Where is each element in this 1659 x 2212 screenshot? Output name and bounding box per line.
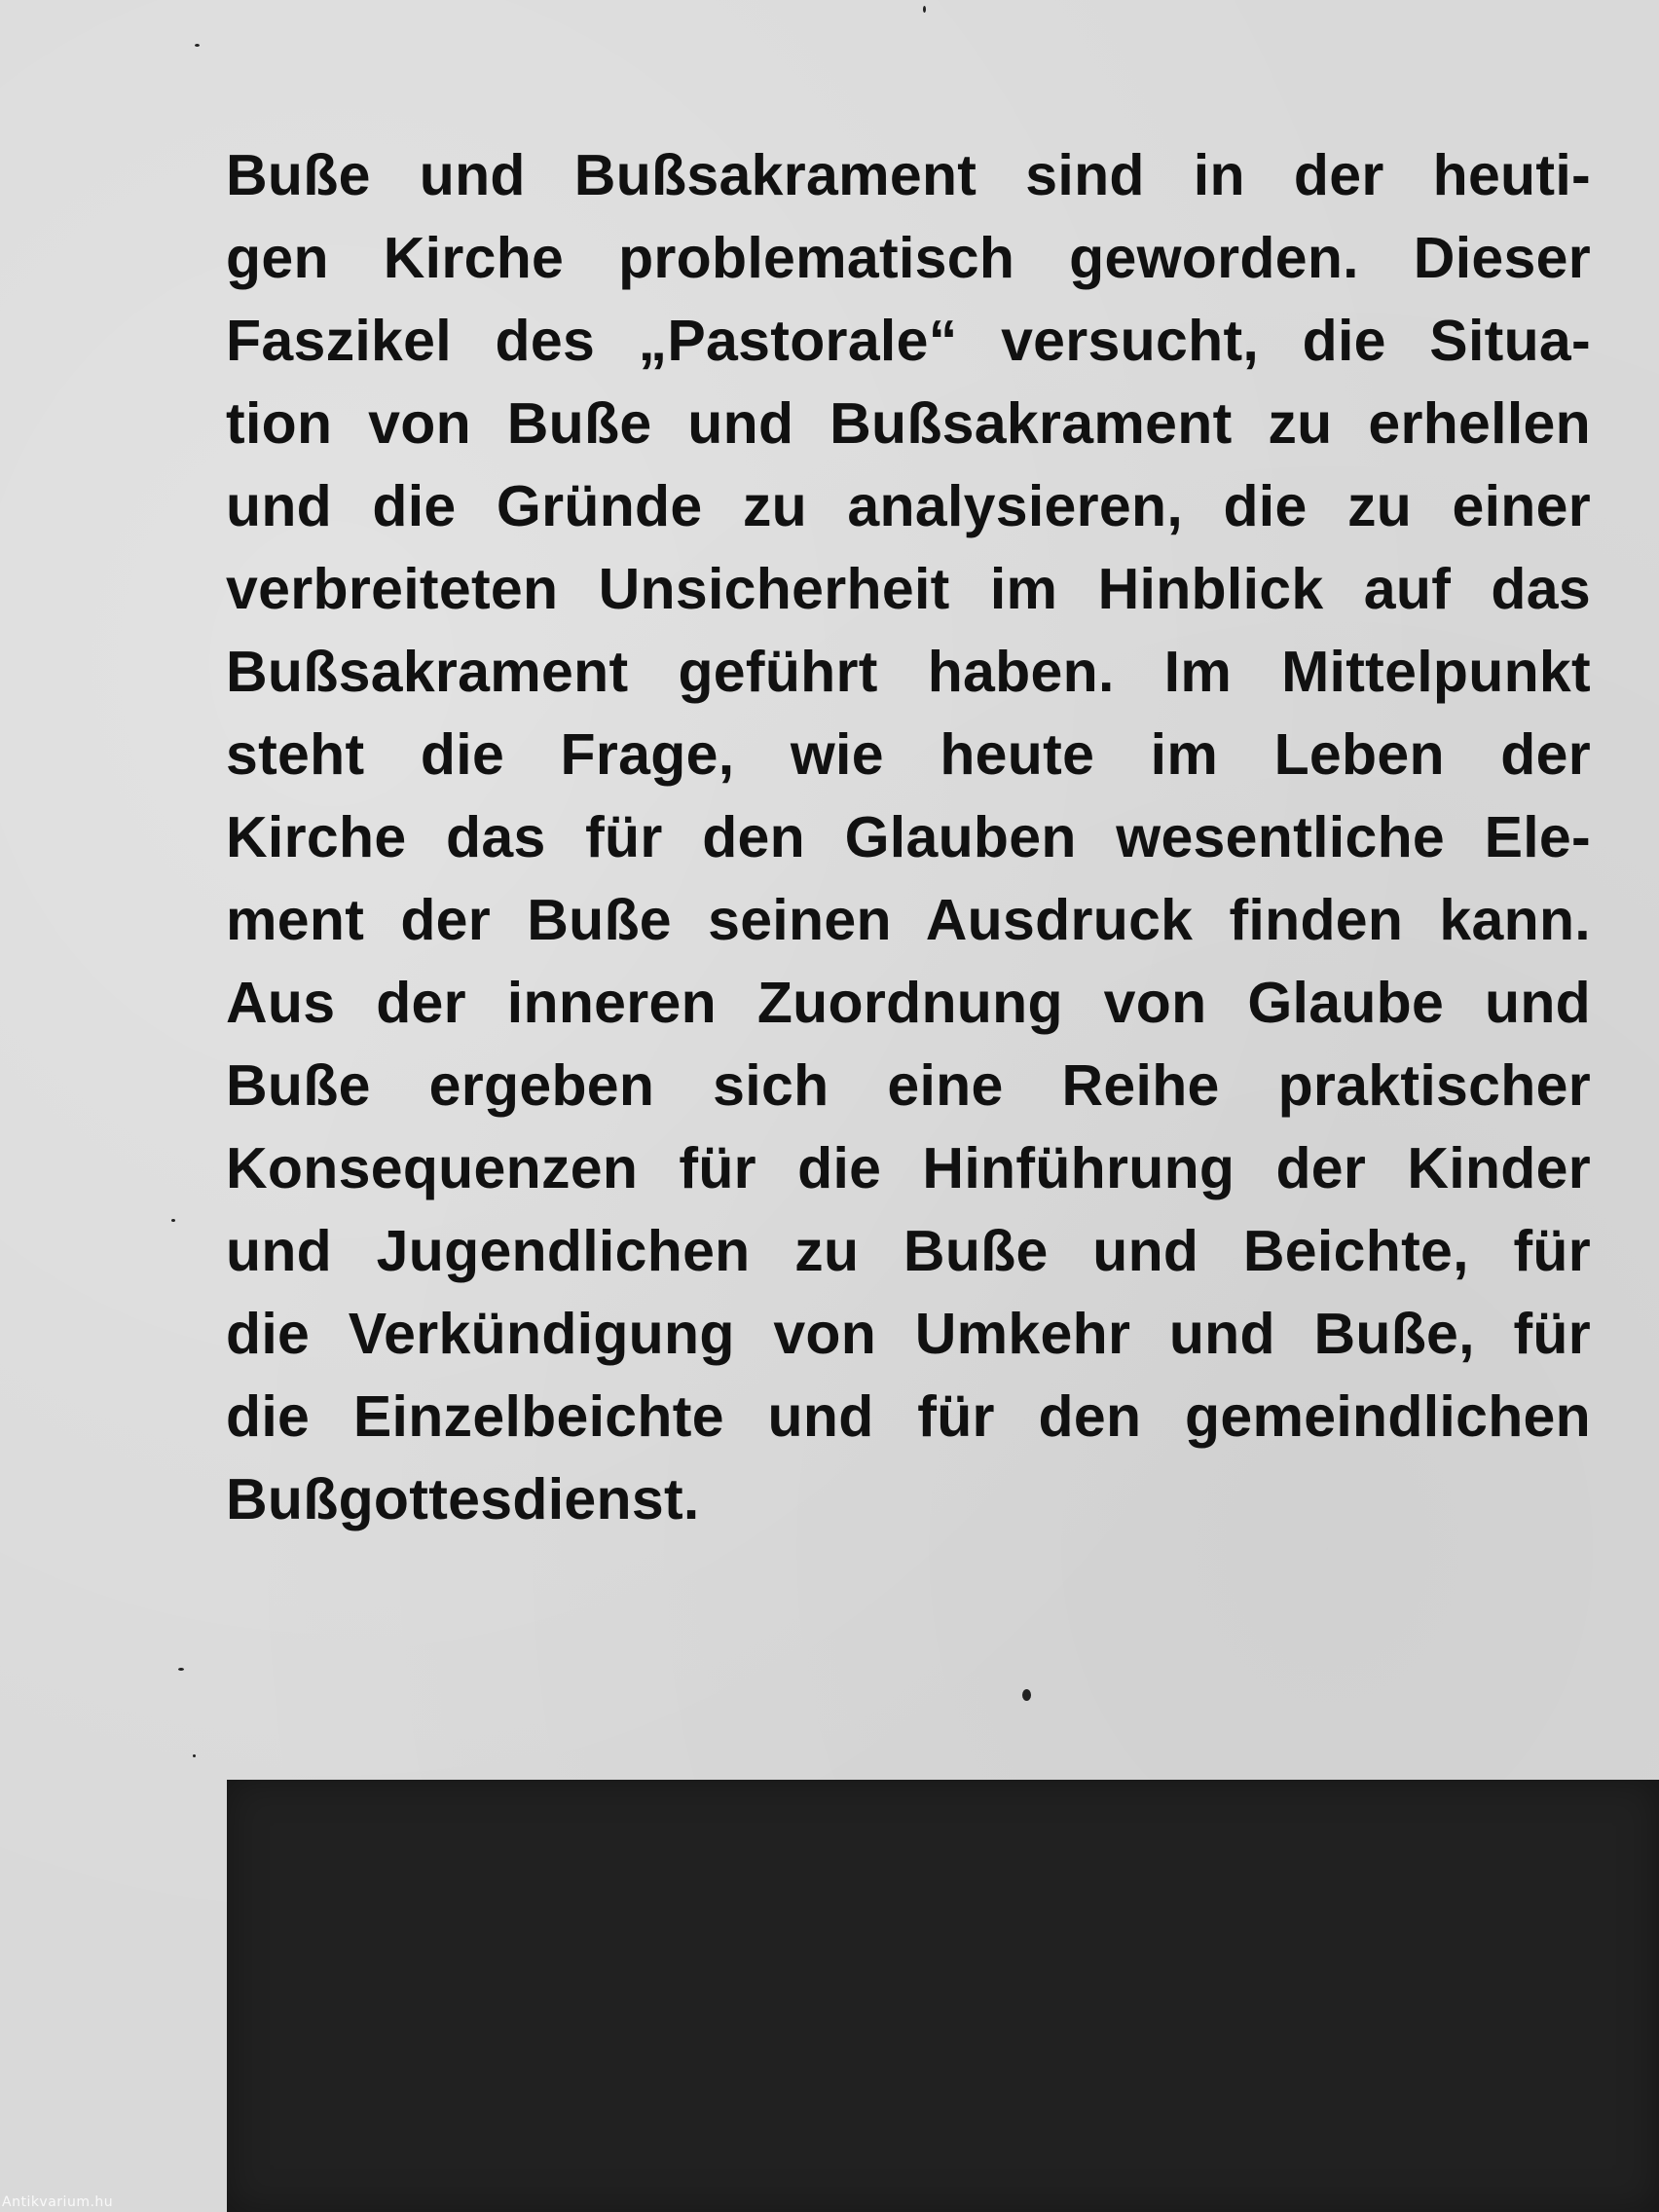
print-speck: [923, 6, 926, 13]
print-speck: [193, 1754, 196, 1757]
blurb-line: Aus der inneren Zuordnung von Glaube und: [226, 971, 1591, 1035]
blurb-line: gen Kirche problematisch geworden. Dieser: [226, 226, 1591, 290]
print-speck: [1022, 1689, 1031, 1701]
blurb-line: verbreiteten Unsicherheit im Hinblick auf das: [226, 557, 1591, 621]
blurb-line: Buße und Bußsakrament sind in der heuti-: [226, 143, 1591, 207]
blurb-line: Buße ergeben sich eine Reihe praktischer: [226, 1053, 1591, 1118]
print-speck: [171, 1219, 175, 1222]
blurb-line: ment der Buße seinen Ausdruck finden kann.: [226, 888, 1591, 952]
blurb-line: steht die Frage, wie heute im Leben der: [226, 722, 1591, 787]
blurb-line: und Jugendlichen zu Buße und Beichte, für: [226, 1219, 1591, 1283]
blurb-line: Bußgottesdienst.: [226, 1467, 700, 1531]
blurb-line: Kirche das für den Glauben wesentliche Ele-: [226, 805, 1591, 869]
blurb-line: und die Gründe zu analysieren, die zu einer: [226, 474, 1591, 538]
blurb-line: die Verkündigung von Umkehr und Buße, für: [226, 1302, 1591, 1366]
blurb-text: [226, 134, 1591, 1541]
blurb-line: Bußsakrament geführt haben. Im Mittelpunkt: [226, 640, 1591, 704]
watermark: Antikvarium.hu: [2, 2194, 114, 2210]
print-speck: [178, 1668, 184, 1671]
blurb-line: tion von Buße und Bußsakrament zu erhellen: [226, 391, 1591, 456]
blurb-line: die Einzelbeichte und für den gemeindlichen: [226, 1384, 1591, 1449]
blurb-line: Faszikel des „Pastorale“ versucht, die Situa-: [226, 309, 1591, 373]
blurb-line: Konsequenzen für die Hinführung der Kinder: [226, 1136, 1591, 1200]
dark-panel: [227, 1780, 1659, 2212]
print-speck: [195, 44, 200, 47]
